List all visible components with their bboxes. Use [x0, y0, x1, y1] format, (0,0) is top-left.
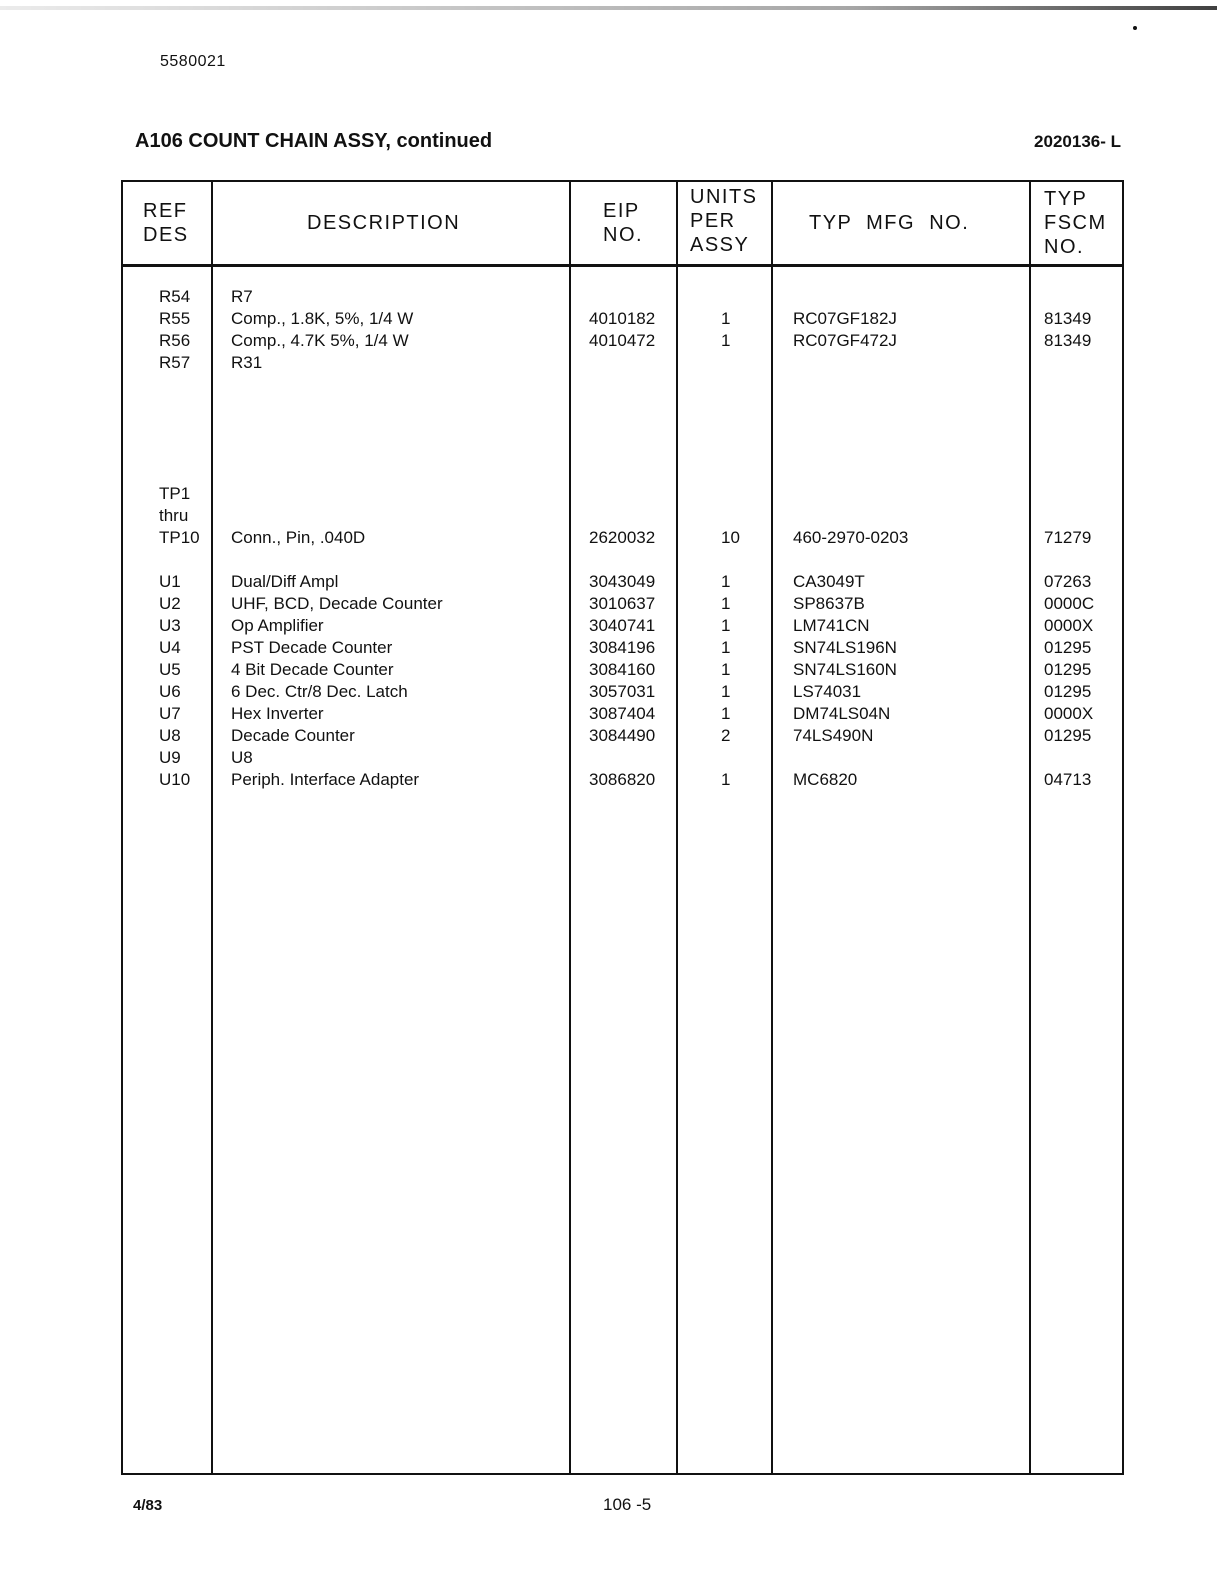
units-per-assy: 1 [721, 572, 731, 591]
header-ref-des: REF DES [143, 200, 189, 246]
column-divider [211, 182, 213, 1473]
column-divider [771, 182, 773, 1473]
ref-des: thru [159, 506, 189, 525]
fscm-number: 81349 [1044, 309, 1092, 328]
fscm-number: 0000C [1044, 594, 1095, 613]
eip-number: 4010472 [589, 331, 656, 350]
units-per-assy: 1 [721, 770, 731, 789]
fscm-number: 71279 [1044, 528, 1092, 547]
fscm-number: 0000X [1044, 616, 1094, 635]
revision-date: 4/83 [133, 1497, 163, 1514]
mfg-number: RC07GF182J [793, 309, 897, 328]
page-number: 106 -5 [603, 1495, 652, 1514]
table-row [123, 637, 1123, 659]
eip-number: 3057031 [589, 682, 656, 701]
ref-des: U2 [159, 594, 181, 613]
table-row [123, 483, 1123, 505]
table-row [123, 352, 1123, 374]
eip-number: 3086820 [589, 770, 656, 789]
mfg-number: SP8637B [793, 594, 865, 613]
description: UHF, BCD, Decade Counter [231, 594, 443, 613]
ref-des: U1 [159, 572, 181, 591]
eip-number: 4010182 [589, 309, 656, 328]
units-per-assy: 1 [721, 682, 731, 701]
ref-des: U4 [159, 638, 181, 657]
ref-des: R56 [159, 331, 191, 350]
fscm-number: 81349 [1044, 331, 1092, 350]
mfg-number: CA3049T [793, 572, 865, 591]
mfg-number: DM74LS04N [793, 704, 891, 723]
units-per-assy: 1 [721, 638, 731, 657]
fscm-number: 0000X [1044, 704, 1094, 723]
column-divider [676, 182, 678, 1473]
ref-des: U5 [159, 660, 181, 679]
description: U8 [231, 748, 253, 767]
table-row [123, 659, 1123, 681]
ref-des: U8 [159, 726, 181, 745]
units-per-assy: 1 [721, 331, 731, 350]
mfg-number: MC6820 [793, 770, 858, 789]
table-row [123, 593, 1123, 615]
document-number: 5580021 [160, 53, 226, 70]
units-per-assy: 10 [721, 528, 740, 547]
column-divider [569, 182, 571, 1473]
parts-list-table [121, 180, 1124, 1475]
header-description: DESCRIPTION [307, 212, 461, 234]
ref-des: R55 [159, 309, 191, 328]
mfg-number: 74LS490N [793, 726, 874, 745]
description: Comp., 4.7K 5%, 1/4 W [231, 331, 409, 350]
table-row [123, 615, 1123, 637]
eip-number: 3040741 [589, 616, 656, 635]
description: 4 Bit Decade Counter [231, 660, 394, 679]
ref-des: TP1 [159, 484, 191, 503]
scan-artifact-line [0, 6, 1217, 10]
table-row [123, 747, 1123, 769]
eip-number: 3087404 [589, 704, 656, 723]
ref-des: U9 [159, 748, 181, 767]
scan-artifact-dot [1133, 26, 1137, 30]
units-per-assy: 1 [721, 704, 731, 723]
fscm-number: 07263 [1044, 572, 1092, 591]
page-title [135, 130, 492, 153]
ref-des: U10 [159, 770, 191, 789]
fscm-number: 01295 [1044, 660, 1092, 679]
description: R7 [231, 287, 253, 306]
mfg-number: 460-2970-0203 [793, 528, 909, 547]
description: Op Amplifier [231, 616, 324, 635]
table-row [123, 505, 1123, 527]
mfg-number: SN74LS196N [793, 638, 897, 657]
description: Comp., 1.8K, 5%, 1/4 W [231, 309, 414, 328]
units-per-assy: 2 [721, 726, 731, 745]
eip-number: 3084490 [589, 726, 656, 745]
table-row [123, 725, 1123, 747]
eip-number: 3043049 [589, 572, 656, 591]
assembly-title: A106 COUNT CHAIN ASSY, [135, 130, 391, 152]
mfg-number: LM741CN [793, 616, 870, 635]
mfg-number: RC07GF472J [793, 331, 897, 350]
description: Hex Inverter [231, 704, 324, 723]
description: Dual/Diff Ampl [231, 572, 339, 591]
eip-number: 3010637 [589, 594, 656, 613]
header-units-per-assy: UNITS PER ASSY [690, 186, 758, 256]
ref-des: R57 [159, 353, 191, 372]
fscm-number: 01295 [1044, 638, 1092, 657]
ref-des: U3 [159, 616, 181, 635]
description: Conn., Pin, .040D [231, 528, 366, 547]
fscm-number: 04713 [1044, 770, 1092, 789]
units-per-assy: 1 [721, 660, 731, 679]
units-per-assy: 1 [721, 616, 731, 635]
description: PST Decade Counter [231, 638, 393, 657]
units-per-assy: 1 [721, 309, 731, 328]
header-divider [123, 264, 1122, 267]
units-per-assy: 1 [721, 594, 731, 613]
fscm-number: 01295 [1044, 682, 1092, 701]
ref-des: R54 [159, 287, 191, 306]
ref-des: TP10 [159, 528, 200, 547]
description: R31 [231, 353, 263, 372]
mfg-number: SN74LS160N [793, 660, 897, 679]
table-row [123, 681, 1123, 703]
table-row [123, 286, 1123, 308]
ref-des: U6 [159, 682, 181, 701]
description: Periph. Interface Adapter [231, 770, 420, 789]
table-row [123, 769, 1123, 791]
header-typ-fscm-no: TYP FSCM NO. [1044, 188, 1107, 258]
column-divider [1029, 182, 1031, 1473]
description: 6 Dec. Ctr/8 Dec. Latch [231, 682, 408, 701]
mfg-number: LS74031 [793, 682, 862, 701]
title-continued: continued [396, 130, 493, 152]
table-row [123, 571, 1123, 593]
fscm-number: 01295 [1044, 726, 1092, 745]
table-row [123, 527, 1123, 549]
eip-number: 3084160 [589, 660, 656, 679]
eip-number: 2620032 [589, 528, 656, 547]
header-typ-mfg-no: TYP MFG NO. [809, 212, 970, 234]
drawing-number: 2020136- L [1034, 132, 1121, 151]
table-row [123, 703, 1123, 725]
table-row [123, 330, 1123, 352]
description: Decade Counter [231, 726, 355, 745]
table-row [123, 308, 1123, 330]
ref-des: U7 [159, 704, 181, 723]
eip-number: 3084196 [589, 638, 656, 657]
header-eip-no: EIP NO. [603, 200, 644, 246]
